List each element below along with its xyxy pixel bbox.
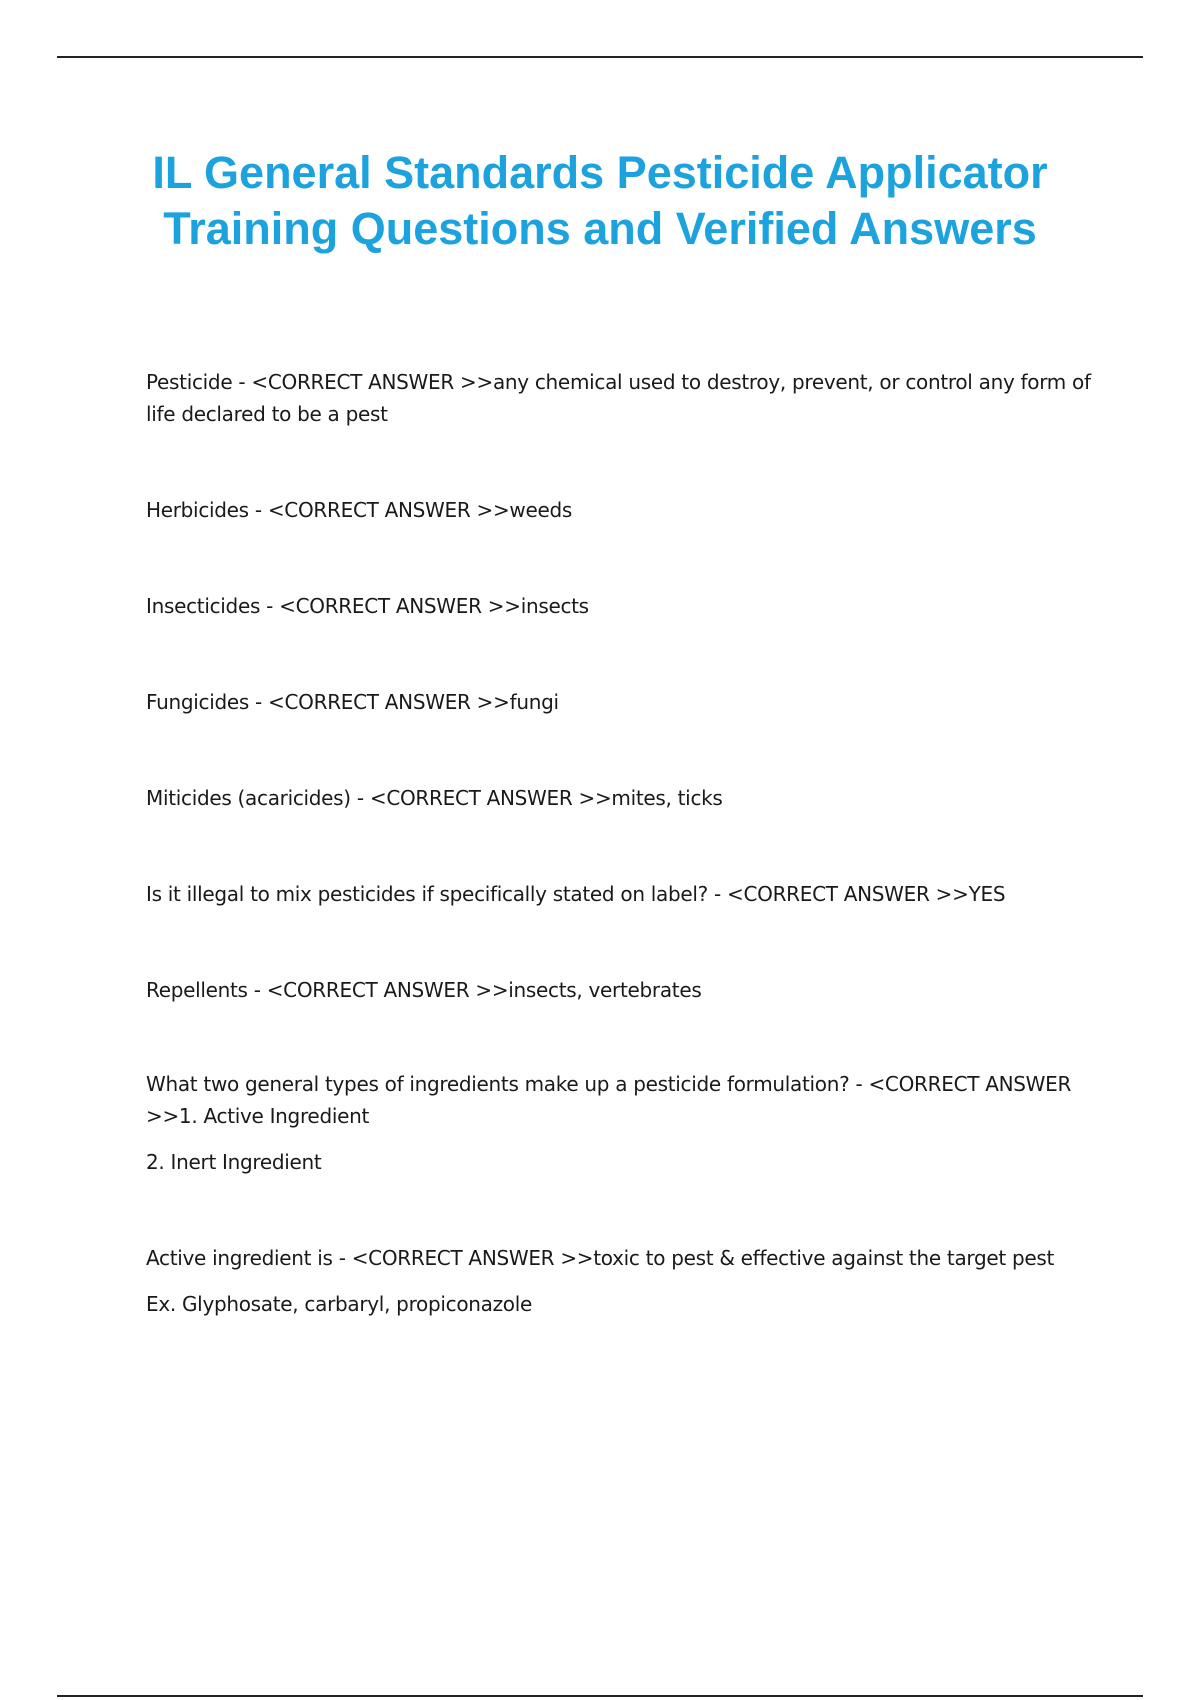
answer-marker: <CORRECT ANSWER >>	[251, 370, 493, 394]
answer-marker: <CORRECT ANSWER >>	[369, 786, 612, 810]
bottom-rule	[57, 1695, 1143, 1697]
qa-item	[146, 686, 1106, 718]
answer-text: toxic to pest & effective against the target pest	[593, 1246, 1055, 1270]
answer-text: mites, ticks	[611, 786, 723, 810]
separator: -	[332, 1246, 352, 1270]
answer-marker: <CORRECT ANSWER >>	[351, 1246, 594, 1270]
question-text: What two general types of ingredients make up a pesticide formulation?	[146, 1072, 850, 1096]
question-text: Active ingredient is	[146, 1246, 333, 1270]
answer-marker: <CORRECT ANSWER >>	[267, 498, 510, 522]
qa-item	[146, 782, 1106, 814]
answer-text: any chemical used to destroy, prevent, or control any form of life declared to be a pest	[146, 370, 1091, 426]
answer-text: 1. Active Ingredient	[178, 1104, 370, 1128]
qa-item	[146, 1068, 1106, 1178]
top-rule	[57, 56, 1143, 58]
qa-line	[146, 686, 1106, 718]
separator: -	[247, 978, 267, 1002]
document-title: IL General Standards Pesticide Applicator Training Questions and Verified Answers	[152, 147, 1048, 254]
qa-line	[146, 494, 1106, 526]
question-text: Insecticides	[146, 594, 261, 618]
qa-line	[146, 1068, 1106, 1132]
separator: -	[849, 1072, 869, 1096]
separator: -	[248, 498, 268, 522]
question-text: Pesticide	[146, 370, 233, 394]
question-text: Herbicides	[146, 498, 249, 522]
separator: -	[350, 786, 370, 810]
qa-item	[146, 590, 1106, 622]
answer-marker: <CORRECT ANSWER >>	[266, 978, 509, 1002]
separator: -	[707, 882, 727, 906]
qa-line	[146, 878, 1106, 910]
answer-text: insects, vertebrates	[508, 978, 702, 1002]
answer-text: weeds	[509, 498, 572, 522]
qa-line	[146, 974, 1106, 1006]
answer-continuation: Ex. Glyphosate, carbaryl, propiconazole	[146, 1292, 533, 1316]
answer-marker: <CORRECT ANSWER >>	[279, 594, 521, 618]
answer-text: fungi	[509, 690, 559, 714]
answer-text: insects	[520, 594, 589, 618]
answer-continuation: 2. Inert Ingredient	[146, 1150, 322, 1174]
qa-item	[146, 878, 1106, 910]
qa-item	[146, 366, 1106, 430]
qa-line	[146, 590, 1106, 622]
qa-line	[146, 1242, 1106, 1274]
answer-marker: <CORRECT ANSWER >>	[727, 882, 969, 906]
question-text: Repellents	[146, 978, 248, 1002]
answer-marker: <CORRECT ANSWER >>	[268, 690, 510, 714]
answer-marker: <CORRECT ANSWER >>	[146, 1072, 1072, 1128]
qa-item	[146, 974, 1106, 1006]
separator: -	[249, 690, 269, 714]
question-text: Fungicides	[146, 690, 249, 714]
separator: -	[260, 594, 280, 618]
qa-item	[146, 1242, 1106, 1320]
answer-text: YES	[968, 882, 1006, 906]
question-text: Miticides (acaricides)	[146, 786, 351, 810]
qa-line	[146, 782, 1106, 814]
question-text: Is it illegal to mix pesticides if specifically stated on label?	[146, 882, 708, 906]
qa-list	[146, 366, 1106, 1320]
qa-line	[146, 366, 1106, 430]
separator: -	[232, 370, 252, 394]
qa-item	[146, 494, 1106, 526]
